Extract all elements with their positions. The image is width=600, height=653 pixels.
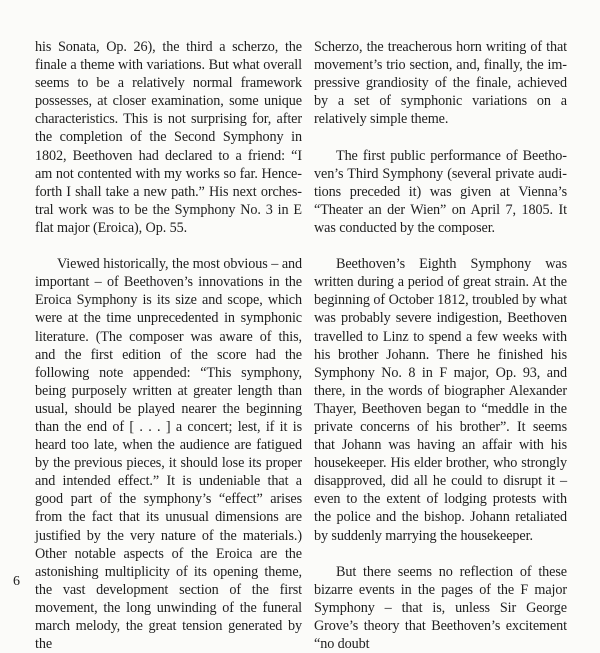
paragraph: Scherzo, the treacherous horn writing of that movement’s trio section, and, finally, the impressive grandiosity of the finale, achieved by a set of symphonic variations on a relatively simple theme. [314,39,567,128]
paragraph: But there seems no reflection of these bizarre events in the pages of the F major Symphony – that is, unless Sir George Grove’s theory that Beethoven’s excitement “no doubt [314,563,567,653]
paragraph: The first public performance of Beethoven’s Third Symphony (several private auditions preceded it) was given at Vienna’s “Theater an der Wien” on April 7, 1805. It was conducted by the composer. [314,147,567,236]
paragraph: his Sonata, Op. 26), the third a scherzo, the finale a theme with variations. But what overall seems to be a relatively normal framework possesses, at closer examination, some unique characteristics. This is not surprising for, after the completion of the Second Symphony in 1802, Beethoven had declared to a friend: “I am not contented with my works so far. Henceforth I shall take a new path.” His next orchestral work was to be the Symphony No. 3 in E flat major (Eroica), Op. 55. [35,39,302,236]
page-number: 6 [13,574,20,589]
paragraph: Beethoven’s Eighth Symphony was written during a period of great strain. At the beginning of October 1812, troubled by what was probably severe indigestion, Beethoven travelled to Linz to spend a few weeks with his brother Johann. There he finished his Symphony No. 8 in F major, Op. 93, and there, in the words of biographer Alexander Thayer, Beethoven began to “meddle in the private concerns of his brother”. It seems that Johann was having an affair with his housekeeper. His elder brother, who strongly disapproved, did all he could to disrupt it – even to the extent of lodging protests with the police and the bishop. Johann retaliated by suddenly marrying the housekeeper. [314,256,567,544]
right-column [314,38,567,653]
paragraph: Viewed historically, the most obvious – and important – of Beethoven’s innovations in the Eroica Symphony is its size and scope, which were at the time unprecedented in symphonic literature. (The composer was aware of this, and the first edition of the score had the following note appended: “This symphony, being purposely written at greater length than usual, should be played nearer the beginning than the end of [ . . . ] a concert; lest, if it is heard too late, when the audience are fatigued by the previous pieces, it should lose its proper and intended effect.” It is undeniable that a good part of the symphony’s “effect” arises from the fact that its unusual dimensions are justified by the very nature of the materials.) Other notable aspects of the Eroica are the astonishing multiplicity of its opening theme, the vast development section of the first movement, the long unwinding of the funeral march melody, the great tension generated by the [35,256,302,653]
left-column [35,38,302,653]
